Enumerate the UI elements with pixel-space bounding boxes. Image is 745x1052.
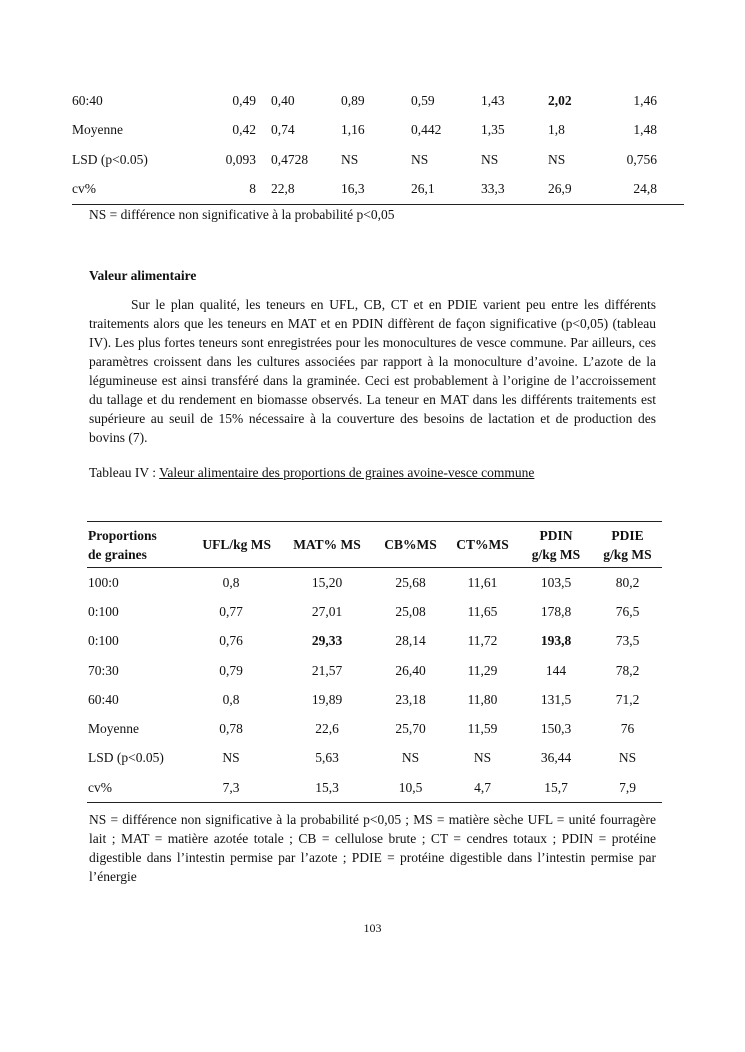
table-row [72,116,684,146]
table-row [87,568,662,598]
table-row [87,656,662,685]
table-cell: 19,89 [311,691,343,707]
table-cell: 1,35 [481,122,505,138]
table-header-row [87,522,662,568]
table-cell: 8 [197,175,258,205]
table-cell: 0,78 [219,721,243,737]
caption-title: Valeur alimentaire des proportions de graines avoine-vesce commune [159,465,535,480]
table-cell: 29,33 [311,633,343,649]
header-ufl: UFL/kg MS [202,537,271,552]
row-label: 0:100 [88,633,119,649]
table-cell: 0,89 [341,92,365,108]
header-line: de graines [88,546,147,562]
table-cell: 21,57 [311,662,343,678]
table-cell: 7,3 [183,773,279,803]
table-cell: 4,7 [446,773,519,803]
table-cell: 22,6 [315,721,339,737]
table-cell: 33,3 [468,175,535,205]
table-footnote: NS = différence non significative à la probabilité p<0,05 ; MS = matière sèche UFL = unité fourragère lait ; MAT = matière azotée totale ; CB = cellulose brute ; CT = cendres totaux ; PDIN = protéine digestible dans l’intestin permise par l’azote ; PDIE = protéine digestible dans l’intestin permise par l’énergie [89,812,656,884]
table-cell: 103,5 [540,574,572,590]
table-cell: 73,5 [615,633,640,649]
row-label: Moyenne [72,122,123,138]
table-row [72,175,684,205]
nutritive-value-table [87,521,662,803]
table-cell: 1,16 [341,122,365,138]
table-cell: 0,74 [271,122,295,138]
table-cell: 0,8 [222,574,240,590]
section-heading: Valeur alimentaire [89,268,197,283]
table-cell: 0,76 [219,633,243,649]
header-line: g/kg MS [531,546,581,562]
table-cell: 1,46 [633,92,657,108]
body-paragraph [89,295,656,447]
table-cell: NS [401,750,420,766]
row-label: cv% [72,175,197,205]
table-cell: 76,5 [615,603,640,619]
table-cell: 22,8 [258,175,328,205]
table-row [87,685,662,714]
header-line: g/kg MS [603,546,652,562]
table-cell: 11,29 [467,662,498,678]
table-cell: 25,68 [395,574,426,590]
table-cell: 131,5 [540,691,572,707]
table-cell: NS [618,750,637,766]
table-cell: 26,1 [398,175,468,205]
table-cell: NS [473,750,492,766]
header-cb: CB%MS [384,537,437,552]
table-row [87,773,662,803]
table-caption [89,465,534,481]
table-cell: 0,8 [222,691,240,707]
table-cell: NS [341,151,359,167]
header-line: Proportions [88,527,157,543]
table-cell: 0,79 [219,662,243,678]
header-line: PDIN [539,527,573,543]
table-row [87,744,662,773]
table-cell: 0,77 [219,603,243,619]
table-cell: NS [222,750,240,766]
table-cell: 5,63 [315,750,339,766]
row-label: 60:40 [72,92,103,108]
table-cell: 0,42 [232,122,256,138]
row-label: LSD (p<0.05) [88,750,164,766]
table-cell: 26,9 [535,175,605,205]
table-cell: 0,59 [411,92,435,108]
table-cell: 7,9 [593,773,662,803]
table-cell: 26,40 [395,662,426,678]
table-cell: 16,3 [328,175,398,205]
table-cell: 178,8 [540,603,572,619]
table-cell: NS [481,151,499,167]
row-label: 100:0 [88,574,119,590]
row-label: Moyenne [88,721,139,737]
table-cell: 11,80 [467,691,498,707]
row-label: cv% [87,773,183,803]
table-continuation [72,86,684,205]
table-cell: 36,44 [540,750,572,766]
header-pdie [593,522,662,568]
table-row [87,597,662,626]
table-cell: 25,70 [395,721,426,737]
table-cell: 0,49 [232,92,256,108]
header-proportions [87,522,183,568]
table-cell: 144 [545,662,567,678]
table-cell: 11,65 [467,603,498,619]
table-cell: 11,72 [467,633,498,649]
table-cell: 71,2 [615,691,640,707]
table-cell: 2,02 [548,92,572,108]
table-cell: 1,48 [633,122,657,138]
table-cell: 0,093 [225,151,256,167]
table-cell: 11,61 [467,574,498,590]
table-cell: 28,14 [395,633,426,649]
row-label: 60:40 [88,691,119,707]
table-cell: NS [548,151,566,167]
table-cell: 27,01 [311,603,343,619]
table-cell: 0,442 [411,122,442,138]
table-cell: 1,43 [481,92,505,108]
table-row [87,714,662,743]
table-row [72,145,684,175]
table-cell: 150,3 [540,721,572,737]
table-cell: 15,3 [279,773,375,803]
header-mat: MAT% MS [293,537,361,552]
table-cell: 193,8 [540,633,572,649]
table-cell: 15,7 [519,773,593,803]
table-cell: 24,8 [605,175,684,205]
header-ct: CT%MS [456,537,509,552]
table-row [87,627,662,656]
caption-prefix: Tableau IV : [89,465,160,480]
table-cell: 78,2 [615,662,640,678]
table-row [72,86,684,116]
table-cell: 80,2 [615,574,640,590]
table-cell: 0,4728 [271,151,309,167]
row-label: 70:30 [88,662,119,678]
table-cell: 15,20 [311,574,343,590]
table-cell: 0,40 [271,92,295,108]
table-note: NS = différence non significative à la probabilité p<0,05 [89,207,395,222]
table-cell: 23,18 [395,691,426,707]
table-cell: NS [411,151,429,167]
table-cell: 25,08 [395,603,426,619]
table-cell: 1,8 [548,122,565,138]
header-pdin [519,522,593,568]
table-cell: 11,59 [467,721,498,737]
row-label: LSD (p<0.05) [72,151,148,167]
page-number: 103 [363,921,382,935]
table-cell: 0,756 [626,151,657,167]
header-line: PDIE [611,527,644,543]
paragraph-text: Sur le plan qualité, les teneurs en UFL, CB, CT et en PDIE varient peu entre les différents traitements alors que les teneurs en MAT et en PDIN diffèrent de façon significative (p<0,05) (tableau IV). Les plus fortes teneurs sont enregistrées pour les monocultures de vesce commune. Par ailleurs, ces paramètres croissent dans les cultures associées par rapport à la monoculture d’avoine. L’azote de la légumineuse est ainsi transféré dans la graminée. Ceci est probablement à l’origine de l’accroissement du tallage et du rendement en biomasse observés. La teneur en MAT dans les différents traitements est supérieure au seuil de 15% nécessaire à la couverture des besoins de lactation et de production des bovins (7). [89,297,656,445]
row-label: 0:100 [88,603,119,619]
table-cell: 76 [620,721,635,737]
table-cell: 10,5 [375,773,446,803]
